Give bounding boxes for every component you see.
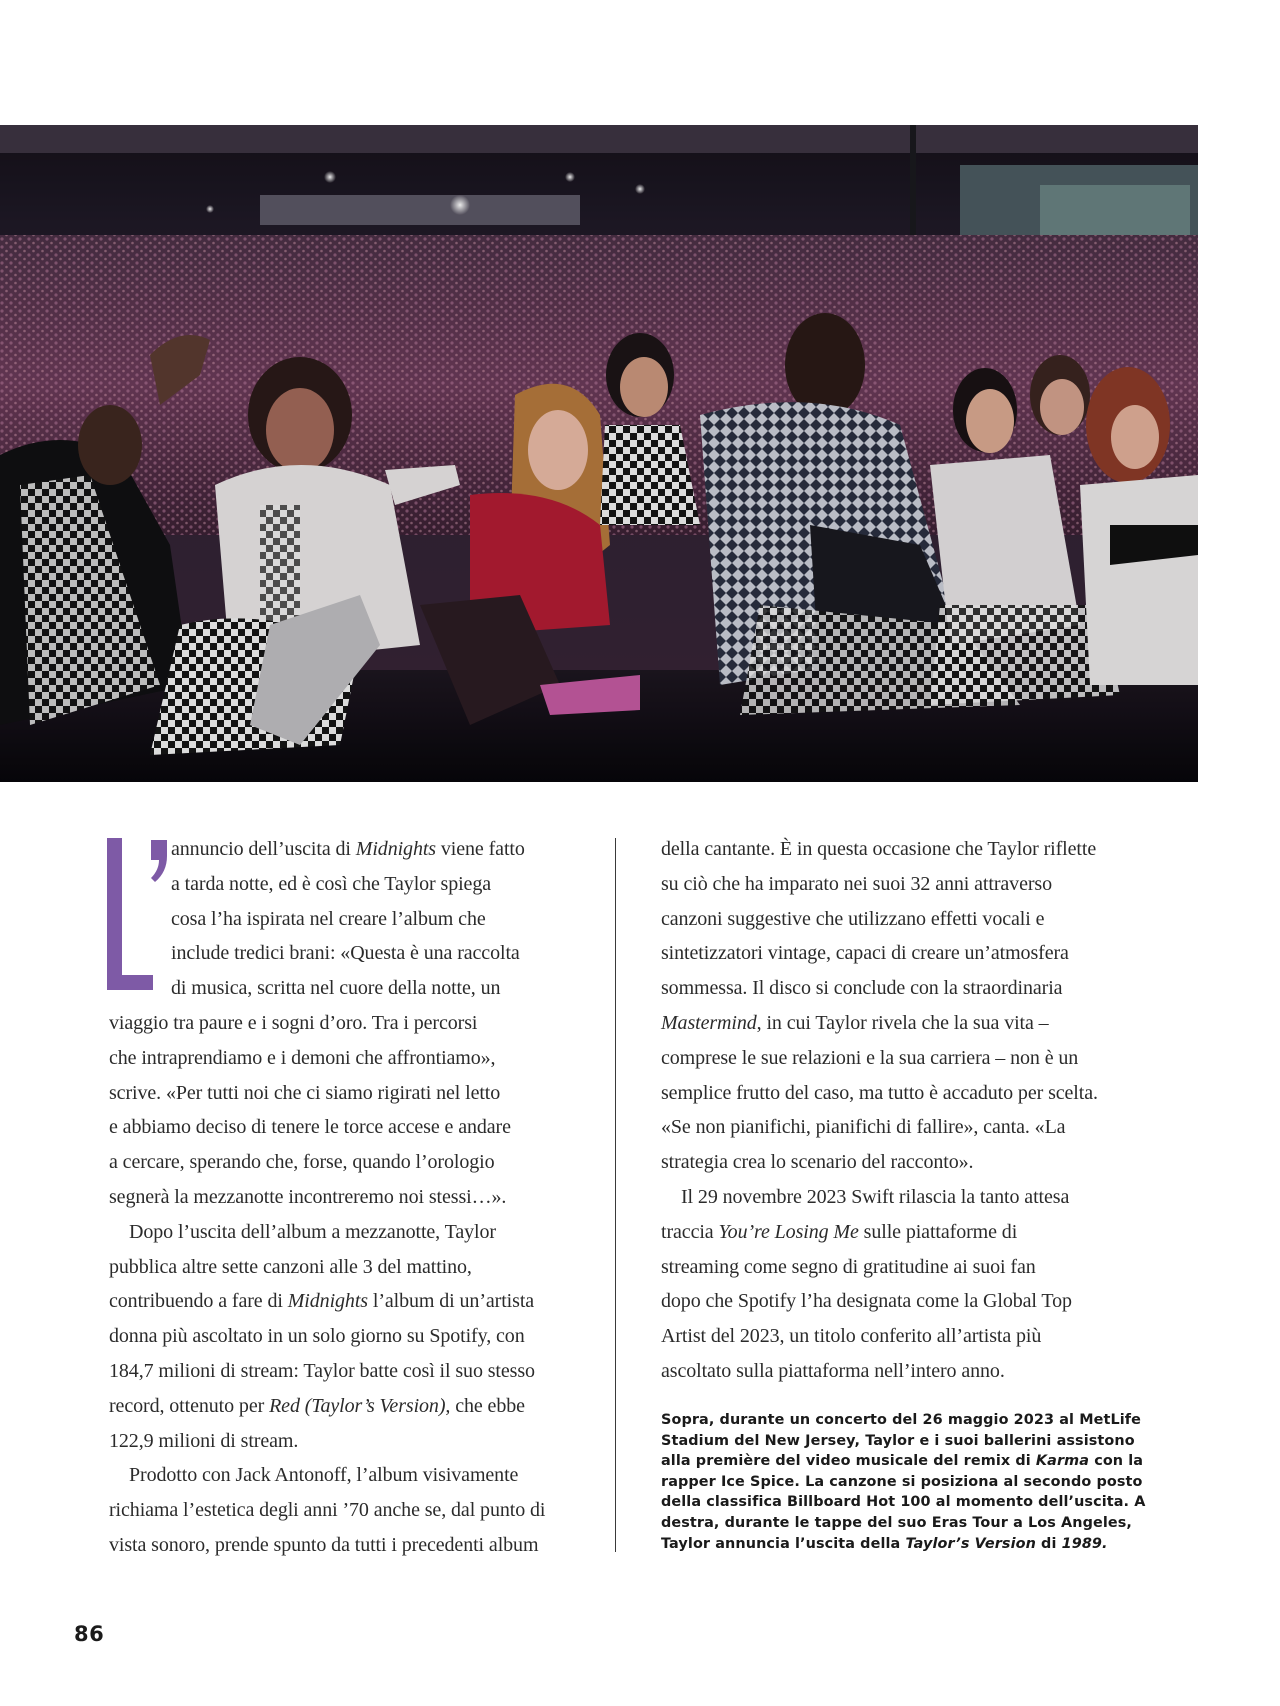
paragraph-2 <box>109 1215 579 1459</box>
text-line: sommessa. Il disco si conclude con la straordinaria <box>661 977 1063 1000</box>
caption-line: Sopra, durante un concerto del 26 maggio 2023 al MetLife <box>661 1412 1141 1428</box>
text-line: traccia You’re Losing Me sulle piattaforme di <box>661 1220 1018 1243</box>
text-line: record, ottenuto per Red (Taylor’s Version), che ebbe <box>109 1394 525 1417</box>
text-line: viaggio tra paure e i sogni d’oro. Tra i percorsi <box>109 1011 478 1034</box>
text-line: e abbiamo deciso di tenere le torce accese e andare <box>109 1116 511 1139</box>
text-line: a tarda notte, ed è così che Taylor spiega <box>171 872 492 895</box>
text-line: che intraprendiamo e i demoni che affrontiamo», <box>109 1046 496 1069</box>
text-line: semplice frutto del caso, ma tutto è accaduto per scelta. <box>661 1081 1098 1104</box>
paragraph-4 <box>661 832 1141 1180</box>
concert-photo-illustration <box>0 125 1198 782</box>
caption-line: Taylor annuncia l’uscita della Taylor’s Version di 1989. <box>661 1535 1108 1552</box>
caption-line: alla première del video musicale del remix di Karma con la <box>661 1453 1144 1470</box>
photo-caption <box>661 1410 1146 1554</box>
text-line: contribuendo a fare di Midnights l’album di un’artista <box>109 1290 535 1313</box>
text-line: donna più ascoltato in un solo giorno su Spotify, con <box>109 1325 525 1348</box>
page-number: 86 <box>74 1622 105 1646</box>
text-line: strategia crea lo scenario del racconto». <box>661 1151 974 1174</box>
text-line: ascoltato sulla piattaforma nell’intero anno. <box>661 1359 1005 1382</box>
paragraph-5 <box>661 1180 1141 1389</box>
text-line: cosa l’ha ispirata nel creare l’album che <box>171 907 486 930</box>
caption-line: rapper Ice Spice. La canzone si posiziona al secondo posto <box>661 1473 1143 1490</box>
caption-line: della classifica Billboard Hot 100 al momento dell’uscita. A <box>661 1494 1146 1511</box>
caption-line: destra, durante le tappe del suo Eras Tour a Los Angeles, <box>661 1514 1132 1531</box>
text-line: scrive. «Per tutti noi che ci siamo rigirati nel letto <box>109 1081 501 1104</box>
text-line: pubblica altre sette canzoni alle 3 del mattino, <box>109 1255 472 1278</box>
text-line: vista sonoro, prende spunto da tutti i precedenti album <box>109 1533 539 1556</box>
text-line: Prodotto con Jack Antonoff, l’album visivamente <box>129 1464 519 1487</box>
article-column-left <box>109 832 579 1563</box>
text-line: streaming come segno di gratitudine ai suoi fan <box>661 1255 1036 1278</box>
text-line: sintetizzatori vintage, capaci di creare un’atmosfera <box>661 942 1069 965</box>
caption-line: Stadium del New Jersey, Taylor e i suoi ballerini assistono <box>661 1432 1135 1449</box>
concert-photo <box>0 125 1198 782</box>
text-line: 122,9 milioni di stream. <box>109 1429 299 1452</box>
text-line: «Se non pianifichi, pianifichi di fallire», canta. «La <box>661 1116 1066 1139</box>
text-line: include tredici brani: «Questa è una raccolta <box>171 942 520 965</box>
text-line: Artist del 2023, un titolo conferito all’artista più <box>661 1325 1042 1348</box>
text-line: su ciò che ha imparato nei suoi 32 anni attraverso <box>661 872 1052 895</box>
column-divider <box>615 838 616 1552</box>
text-line: segnerà la mezzanotte incontreremo noi stessi…». <box>109 1185 507 1208</box>
text-line: della cantante. È in questa occasione che Taylor riflette <box>661 838 1097 860</box>
text-line: Il 29 novembre 2023 Swift rilascia la tanto attesa <box>681 1185 1070 1208</box>
text-line: comprese le sue relazioni e la sua carriera – non è un <box>661 1046 1079 1069</box>
text-line: di musica, scritta nel cuore della notte, un <box>171 977 501 1000</box>
text-line: Dopo l’uscita dell’album a mezzanotte, Taylor <box>129 1220 496 1243</box>
text-line: annuncio dell’uscita di Midnights viene fatto <box>171 838 525 860</box>
article-column-right <box>661 832 1141 1389</box>
paragraph-3 <box>109 1458 579 1562</box>
text-line: richiama l’estetica degli anni ’70 anche se, dal punto di <box>109 1499 546 1522</box>
text-line: Mastermind, in cui Taylor rivela che la sua vita – <box>661 1011 1049 1034</box>
text-line: 184,7 milioni di stream: Taylor batte così il suo stesso <box>109 1359 535 1382</box>
text-line: canzoni suggestive che utilizzano effetti vocali e <box>661 907 1045 930</box>
text-line: a cercare, sperando che, forse, quando l’orologio <box>109 1151 495 1174</box>
text-line: dopo che Spotify l’ha designata come la Global Top <box>661 1290 1072 1313</box>
paragraph-1 <box>109 832 579 1215</box>
